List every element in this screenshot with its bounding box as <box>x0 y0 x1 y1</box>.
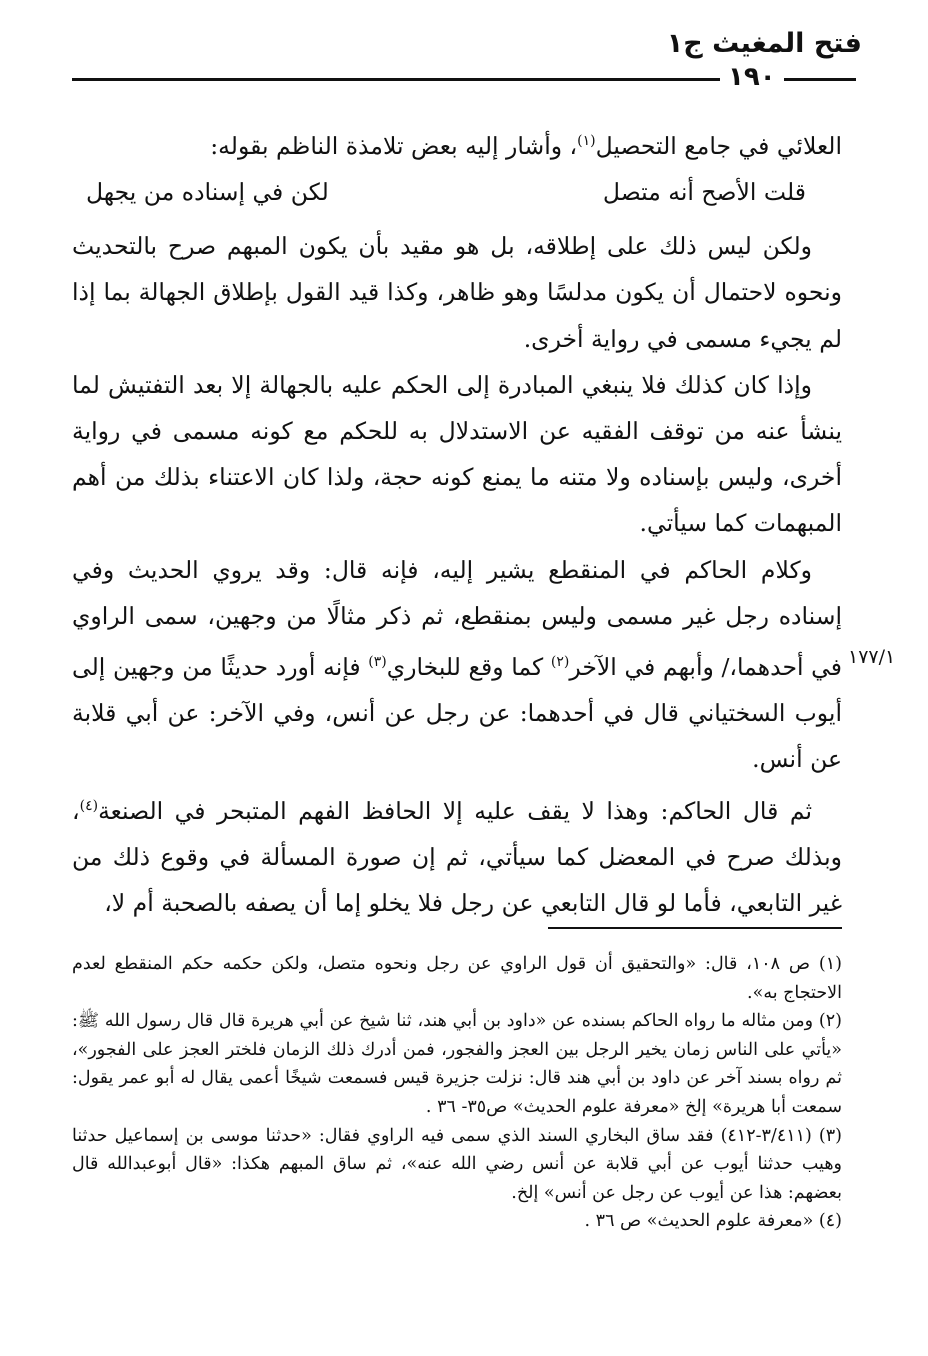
footnote-ref-2: (٢) <box>550 654 570 671</box>
verse-hemistich-2: لكن في إسناده من يجهل <box>86 178 329 207</box>
footnote-separator <box>548 927 842 929</box>
paragraph-4-text-a: وكلام الحاكم في المنقطع يشير إليه، فإنه قال: وقد يروي الحديث وفي إسناده رجل غير مسمى وليس بمنقطع، ثم ذكر مثالًا من وجهين، سمى الراوي في أحدهما،/ وأبهم في الآخر <box>72 555 842 681</box>
paragraph-5-text-a: ثم قال الحاكم: وهذا لا يقف عليه إلا الحافظ الفهم المتبحر في الصنعة <box>98 796 812 825</box>
verse-hemistich-1: قلت الأصح أنه متصل <box>602 178 806 207</box>
paragraph-5-text-b: ، وبذلك صرح في المعضل كما سيأتي، ثم إن صورة المسألة في وقوع ذلك من غير التابعي، فأما لو قال التابعي عن رجل فلا يخلو إما أن يصفه بالصحبة أم لا، <box>72 796 842 917</box>
footnote-3: (٣) (٣/٤١١-٤١٢) فقد ساق البخاري السند الذي سمى فيه الراوي فقال: «حدثنا موسى بن إسماعيل حدثنا وهيب حدثنا أيوب عن أبي قلابة عن أنس رضي الله عنه»، ثم ساق المبهم هكذا: «قال أبوعبدالله قال بعضهم: هذا عن أيوب عن رجل عن أنس» إلخ. <box>72 1125 842 1203</box>
verse-line <box>86 169 836 215</box>
paragraph-1-rest: ، وأشار إليه بعض تلامذة الناظم بقوله: <box>210 131 578 160</box>
paragraph-4 <box>72 547 842 783</box>
footnote-1: (١) ص ١٠٨، قال: «والتحقيق أن قول الراوي عن رجل ونحوه متصل، ولكن حكمه حكم المنقطع لعدم الاحتجاج به». <box>72 954 842 1003</box>
paragraph-5 <box>72 783 842 926</box>
paragraph-3: وإذا كان كذلك فلا ينبغي المبادرة إلى الحكم عليه بالجهالة إلا بعد التفتيش لما ينشأ عنه من توقف الفقيه عن الاستدلال به للحكم مع كونه مسمى في رواية أخرى، وليس بإسناده ولا متنه ما يمنع كونه حجة، ولذا كان الاعتناء بذلك من أهم المبهمات كما سيأتي. <box>72 370 842 538</box>
footnote-4: (٤) «معرفة علوم الحديث» ص ٣٦ . <box>584 1211 842 1232</box>
paragraph-4-text-b: كما وقع للبخاري <box>386 652 551 681</box>
paragraph-2: ولكن ليس ذلك على إطلاقه، بل هو مقيد بأن يكون المبهم صرح بالتحديث ونحوه لاحتمال أن يكون مدلسًا وهو ظاهر، وكذا قيد القول بإطلاق الجهالة بما إذا لم يجيء مسمى في رواية أخرى. <box>72 232 842 353</box>
running-title: فتح المغيث ج١ <box>666 28 862 59</box>
footnotes <box>72 950 842 1236</box>
margin-folio-note: ١٧٧/١ <box>848 646 896 668</box>
paragraph-1 <box>72 118 842 169</box>
page-number: ١٩٠ <box>720 62 784 92</box>
footnote-ref-4: (٤) <box>79 797 99 814</box>
footnote-ref-1: (١) <box>577 133 596 149</box>
footnote-ref-3: (٣) <box>368 654 387 671</box>
paragraph-1-text: العلائي في جامع التحصيل <box>595 131 842 160</box>
paragraph-4-text-c: فإنه أورد حديثًا من وجهين إلى أيوب السختياني قال في أحدهما: عن رجل عن أنس، وفي الآخر: عن أبي قلابة عن أنس. <box>72 652 842 774</box>
footnote-2: (٢) ومن مثاله ما رواه الحاكم بسنده عن «داود بن أبي هند، ثنا شيخ عن أبي هريرة قال قال رسول الله ﷺ: «يأتي على الناس زمان يخير الرجل بين العجز والفجور، فمن أدرك ذلك الزمان فلختر العجز على الفجور»، ثم رواه بسند آخر عن داود بن أبي هند قال: نزلت جزيرة قيس فسمعت شيخًا أعمى يقال له أبو عمر يقول: سمعت أبا هريرة» إلخ «معرفة علوم الحديث» ص٣٥- ٣٦ . <box>72 1011 842 1117</box>
main-text <box>72 118 842 926</box>
